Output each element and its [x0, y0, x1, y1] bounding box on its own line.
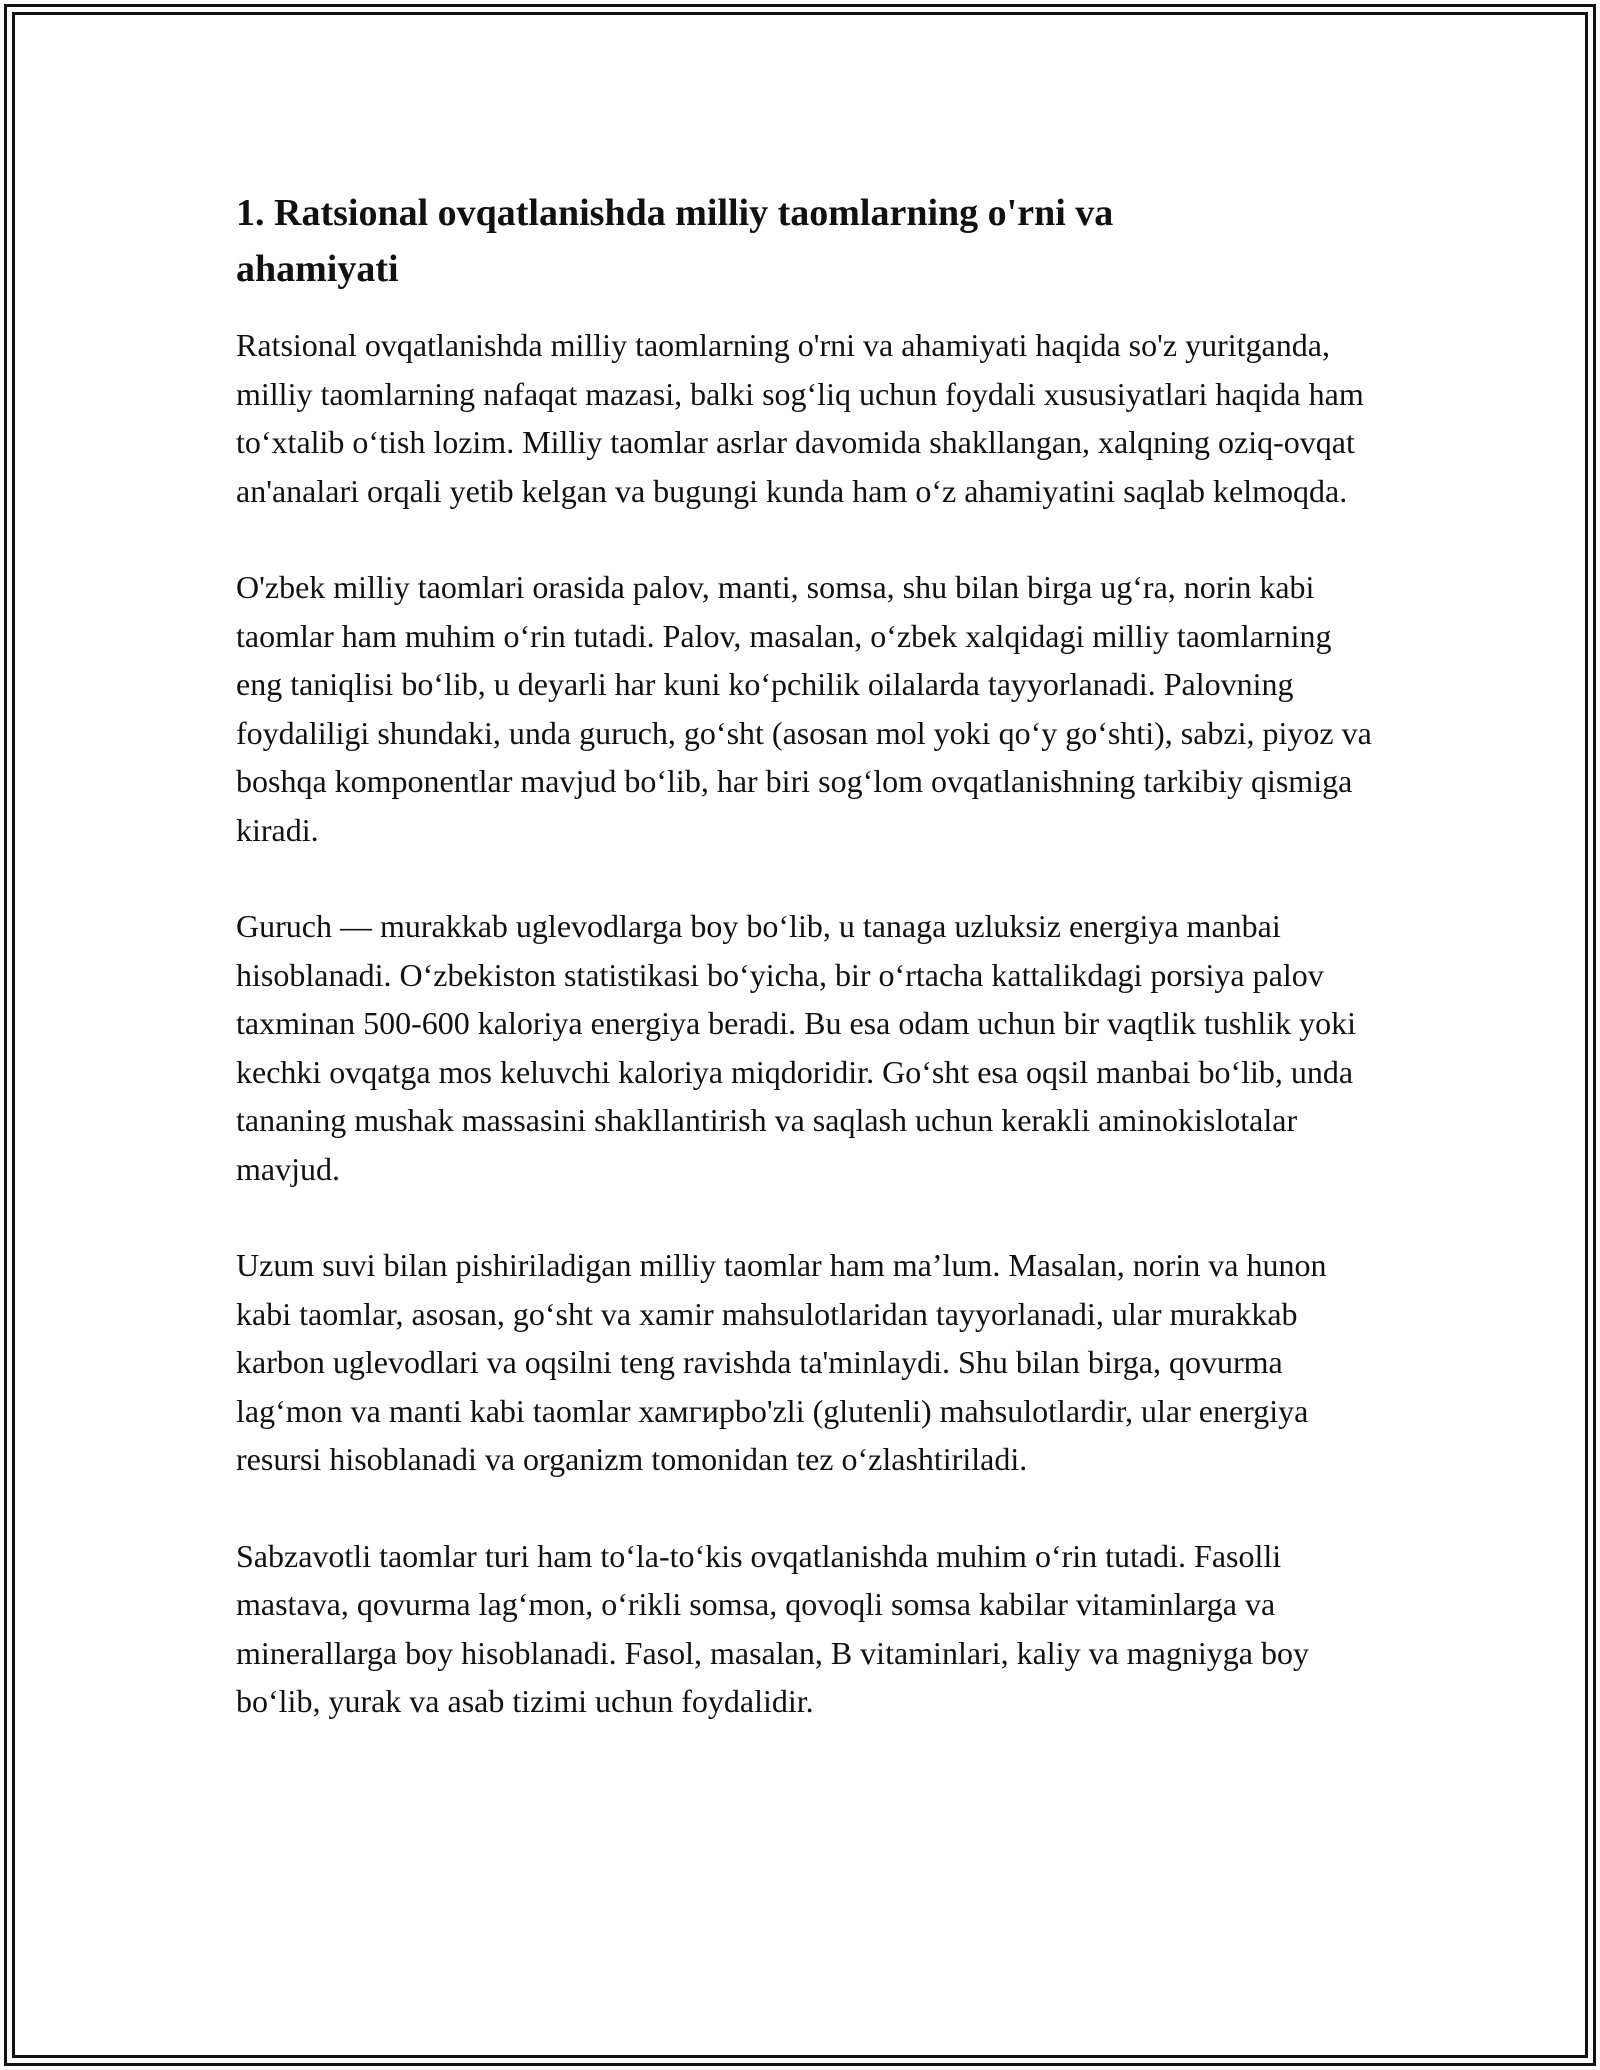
paragraph-rice-and-meat: Guruch — murakkab uglevodlarga boy bo‘lib, u tanaga uzluksiz energiya manbai hisoblanadi. O‘zbekiston statistikasi bo‘yicha, bir o‘rtacha kattalikdagi porsiya palov taxminan 500-600 kaloriya energiya beradi. Bu esa odam uchun bir vaqtlik tushlik yoki kechki ovqatga mos keluvchi kaloriya miqdoridir. Go‘sht esa oqsil manbai bo‘lib, unda tananing mushak massasini shakllantirish va saqlash uchun kerakli aminokislotalar mavjud.: [236, 908, 1357, 1187]
paragraph-intro: Ratsional ovqatlanishda milliy taomlarning o'rni va ahamiyati haqida so'z yuritganda, milliy taomlarning nafaqat mazasi, balki sog‘liq uchun foydali xususiyatlari haqida ham to‘xtalib o‘tish lozim. Milliy taomlar asrlar davomida shakllangan, xalqning oziq-ovqat an'analari orqali yetib kelgan va bugungi kunda ham o‘z ahamiyatini saqlab kelmoqda.: [236, 327, 1364, 509]
paragraph-uzbek-dishes: O'zbek milliy taomlari orasida palov, manti, somsa, shu bilan birga ug‘ra, norin kabi taomlar ham muhim o‘rin tutadi. Palov, masalan, o‘zbek xalqidagi milliy taomlarning eng taniqlisi bo‘lib, u deyarli har kuni ko‘pchilik oilalarda tayyorlanadi. Palovning foydaliligi shundaki, unda guruch, go‘sht (asosan mol yoki qo‘y go‘shti), sabzi, piyoz va boshqa komponentlar mavjud bo‘lib, har biri sog‘lom ovqatlanishning tarkibiy qismiga kiradi.: [236, 569, 1372, 848]
document-body: [236, 185, 1376, 1774]
paragraph-dough-dishes: Uzum suvi bilan pishiriladigan milliy taomlar ham ma’lum. Masalan, norin va hunon kabi taomlar, asosan, go‘sht va xamir mahsulotlaridan tayyorlanadi, ular murakkab karbon uglevodlari va oqsilni teng ravishda ta'minlaydi. Shu bilan birga, qovurma lag‘mon va manti kabi taomlar хамгирbo'zli (glutenli) mahsulotlardir, ular energiya resursi hisoblanadi va organizm tomonidan tez o‘zlashtiriladi.: [236, 1247, 1327, 1477]
paragraph-vegetable-dishes: Sabzavotli taomlar turi ham to‘la-to‘kis ovqatlanishda muhim o‘rin tutadi. Fasolli mastava, qovurma lag‘mon, o‘rikli somsa, qovoqli somsa kabilar vitaminlarga va minerallarga boy hisoblanadi. Fasol, masalan, B vitaminlari, kaliy va magniyga boy bo‘lib, yurak va asab tizimi uchun foydalidir.: [236, 1537, 1309, 1719]
section-heading: 1. Ratsional ovqatlanishda milliy taomlarning o'rni va ahamiyati: [236, 192, 1114, 290]
